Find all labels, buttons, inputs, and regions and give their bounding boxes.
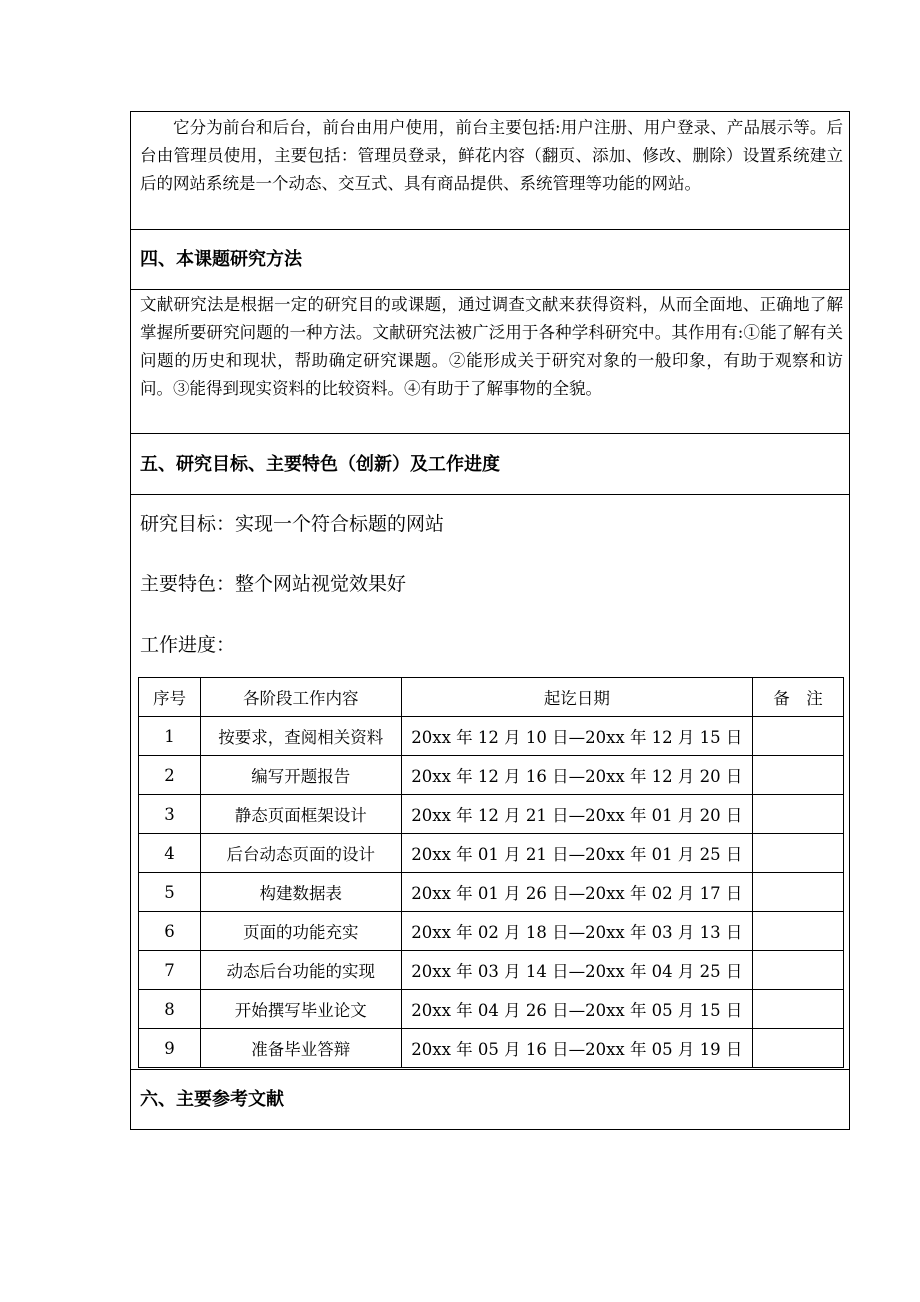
cell-no: 1 — [139, 717, 201, 756]
cell-content: 构建数据表 — [200, 873, 401, 912]
section5-heading: 五、研究目标、主要特色（创新）及工作进度 — [140, 454, 500, 475]
header-dates: 起讫日期 — [401, 678, 752, 717]
progress-table-header — [139, 678, 844, 717]
main-feature: 主要特色：整个网站视觉效果好 — [140, 573, 407, 595]
cell-no: 6 — [139, 912, 201, 951]
cell-dates: 20xx 年 02 月 18 日—20xx 年 03 月 13 日 — [401, 912, 752, 951]
cell-no: 8 — [139, 990, 201, 1029]
cell-note — [753, 756, 844, 795]
cell-note — [753, 1029, 844, 1068]
table-row — [139, 834, 844, 873]
cell-no: 7 — [139, 951, 201, 990]
section6-heading: 六、主要参考文献 — [140, 1089, 284, 1110]
table-row — [139, 795, 844, 834]
cell-no: 9 — [139, 1029, 201, 1068]
cell-content: 后台动态页面的设计 — [200, 834, 401, 873]
cell-dates: 20xx 年 05 月 16 日—20xx 年 05 月 19 日 — [401, 1029, 752, 1068]
cell-content: 编写开题报告 — [200, 756, 401, 795]
cell-content: 静态页面框架设计 — [200, 795, 401, 834]
cell-note — [753, 912, 844, 951]
cell-dates: 20xx 年 03 月 14 日—20xx 年 04 月 25 日 — [401, 951, 752, 990]
report-table-frame — [130, 111, 850, 1130]
cell-content: 页面的功能充实 — [200, 912, 401, 951]
cell-note — [753, 834, 844, 873]
header-note: 备 注 — [753, 678, 844, 717]
table-row — [139, 1029, 844, 1068]
cell-dates: 20xx 年 04 月 26 日—20xx 年 05 月 15 日 — [401, 990, 752, 1029]
header-content: 各阶段工作内容 — [200, 678, 401, 717]
section5-body-row — [131, 495, 849, 1070]
cell-content: 准备毕业答辩 — [200, 1029, 401, 1068]
table-row — [139, 756, 844, 795]
cell-dates: 20xx 年 12 月 21 日—20xx 年 01 月 20 日 — [401, 795, 752, 834]
section4-heading: 四、本课题研究方法 — [140, 249, 302, 270]
table-row — [139, 717, 844, 756]
cell-no: 4 — [139, 834, 201, 873]
cell-no: 5 — [139, 873, 201, 912]
cell-note — [753, 873, 844, 912]
table-row — [139, 912, 844, 951]
section3-body-row — [131, 112, 849, 230]
progress-table — [138, 677, 844, 1068]
cell-dates: 20xx 年 12 月 10 日—20xx 年 12 月 15 日 — [401, 717, 752, 756]
section6-heading-row — [131, 1070, 849, 1129]
cell-content: 动态后台功能的实现 — [200, 951, 401, 990]
cell-note — [753, 990, 844, 1029]
cell-note — [753, 717, 844, 756]
section4-heading-row — [131, 230, 849, 290]
section4-paragraph: 文献研究法是根据一定的研究目的或课题，通过调查文献来获得资料，从而全面地、正确地了解掌握所要研究问题的一种方法。文献研究法被广泛用于各种学科研究中。其作用有:①能了解有关问题的历史和现状，帮助确定研究课题。②能形成关于研究对象的一般印象，有助于观察和访问。③能得到现实资料的比较资料。④有助于了解事物的全貌。 — [140, 295, 843, 398]
cell-no: 3 — [139, 795, 201, 834]
research-goal: 研究目标：实现一个符合标题的网站 — [140, 513, 445, 535]
progress-label: 工作进度： — [140, 634, 236, 656]
cell-dates: 20xx 年 01 月 21 日—20xx 年 01 月 25 日 — [401, 834, 752, 873]
cell-content: 开始撰写毕业论文 — [200, 990, 401, 1029]
table-row — [139, 951, 844, 990]
section4-body-row — [131, 290, 849, 434]
header-no: 序号 — [139, 678, 201, 717]
section3-paragraph: 它分为前台和后台，前台由用户使用，前台主要包括:用户注册、用户登录、产品展示等。后台由管理员使用，主要包括：管理员登录，鲜花内容（翻页、添加、修改、删除）设置系统建立后的网站系统是一个动态、交互式、具有商品提供、系统管理等功能的网站。 — [140, 118, 843, 193]
cell-dates: 20xx 年 01 月 26 日—20xx 年 02 月 17 日 — [401, 873, 752, 912]
section5-heading-row — [131, 434, 849, 495]
table-row — [139, 990, 844, 1029]
cell-note — [753, 795, 844, 834]
cell-no: 2 — [139, 756, 201, 795]
table-row — [139, 873, 844, 912]
cell-note — [753, 951, 844, 990]
cell-content: 按要求，查阅相关资料 — [200, 717, 401, 756]
cell-dates: 20xx 年 12 月 16 日—20xx 年 12 月 20 日 — [401, 756, 752, 795]
